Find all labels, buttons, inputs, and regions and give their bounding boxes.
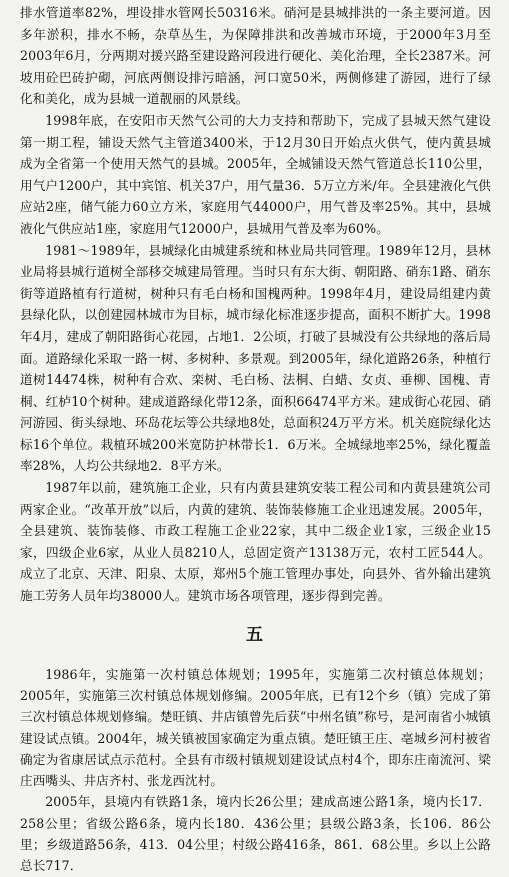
lower-text-block [0, 664, 509, 877]
paragraph-transport: 2005年，县境内有铁路1条，境内长26公里；建成高速公路1条，境内长17．258公里；省级公路6条，境内长180．436公里；县级公路3条，长106．86公里；乡级道路56条，413．04公里；村级公路416条，861．68公里。乡以上公路总长717． [20, 794, 491, 874]
paragraph-village-planning: 1986年，实施第一次村镇总体规划；1995年，实施第二次村镇总体规划；2005年，实施第三次村镇总体规划修编。2005年底，已有12个乡（镇）完成了第三次村镇总体规划修编。楚旺镇、井店镇曾先后获“中州名镇”称号，是河南省小城镇建设试点镇。2004年，城关镇被国家确定为重点镇。楚旺镇王庄、亳城乡河村被省确定为省康居试点示范村。全县有市级村镇规划建设试点村4个，即东庄南流河、梁庄西嘴头、井店齐村、张龙西沈村。 [20, 666, 491, 789]
paragraph-construction: 1987年以前，建筑施工企业，只有内黄县建筑安装工程公司和内黄县建筑公司两家企业。“改革开放”以后，内黄的建筑、装饰装修施工企业迅速发展。2005年，全县建筑、装饰装修、市政工程施工企业22家，其中二级企业1家，三级企业15家，四级企业6家，从业人员8210人，总固定资产13138万元，农村工匠544人。成立了北京、天津、阳泉、太原，郑州5个施工管理办事处，向县外、省外输出建筑施工劳务人员年均38000人。建筑市场各项管理，逐步得到完善。 [20, 480, 491, 604]
section-heading: 五 [246, 624, 263, 645]
paragraph-greening: 1981～1989年，县城绿化由城建系统和林业局共同管理。1989年12月，县林业局将县城行道树全部移交城建局管理。当时只有东大街、朝阳路、硝东1路、硝东街等道路植有行道树，树种只有毛白杨和国槐两种。1998年4月，建设局组建内黄县绿化队，以创建园林城市为目标，城市绿化标准逐步提高，面积不断扩大。1998年4月，建成了朝阳路街心花园，占地1．2公顷，打破了县城没有公共绿地的落后局面。道路绿化采取一路一树、多树种、多景观。到2005年，绿化道路26条，种植行道树14474株，树种有合欢、栾树、毛白杨、法桐、白蜡、女贞、垂柳、国槐、青桐、红栌10个树种。建成道路绿化带12条，面积66474平方米。建成街心花园、硝河游园、街头绿地、环岛花坛等公共绿地8处，总面积24万平方米。机关庭院绿化达标16个单位。栽植环城200米宽防护林带长1．6万米。全城绿地率25%，绿化覆盖率28%，人均公共绿地2．8平方米。 [20, 242, 491, 474]
paragraph-natural-gas: 1998年底，在安阳市天然气公司的大力支持和帮助下，完成了县城天然气建设第一期工程，铺设天然气主管道3400米，于12月30日开始点火供气，使内黄县城成为全省第一个使用天然气的县城。2005年，全城铺设天然气管道总长110公里，用气户1200户，其中宾馆、机关37户，用气量36．5万立方米/年。全县建液化气供应站2座，储气能力60立方米，家庭用气44000户，用气普及率25%。其中，县城液化气供应站1座，家庭用气12000户，县城用气普及率为60%。 [20, 112, 491, 236]
paragraph-drainage: 排水管道率82%，埋设排水管网长50316米。硝河是县城排洪的一条主要河道。因多年淤积，排水不畅，杂草丛生，为保障排洪和改善城市环境，于2000年3月至2003年6月，分两期对援兴路至建设路河段进行硬化、美化治理，全长2387米。河坡用砼巴砖护砌，河底两侧设排污暗涵，河口宽50米，两侧修建了游园，进行了绿化和美化，成为县城一道靓丽的风景线。 [20, 5, 491, 107]
